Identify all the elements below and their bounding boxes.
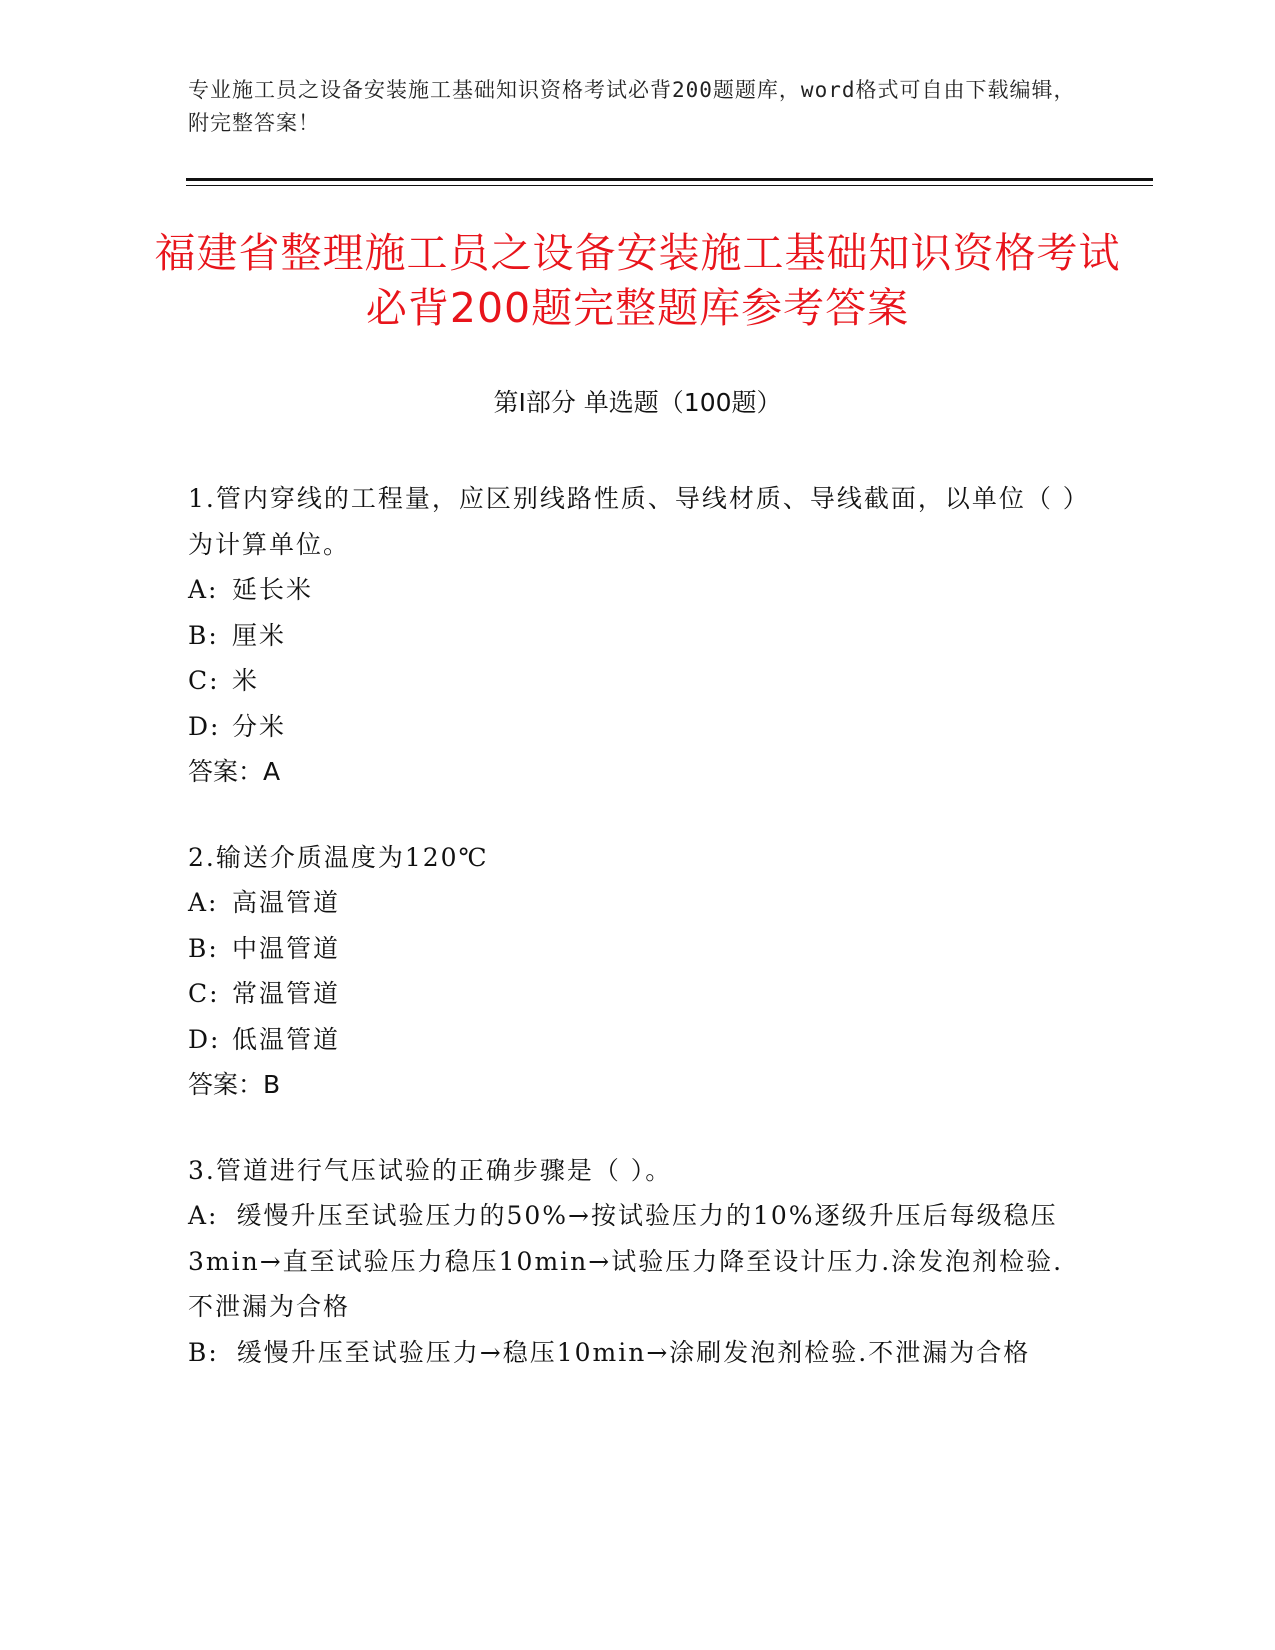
option-text: 高温管道 (232, 888, 341, 917)
option-text: 中温管道 (232, 933, 341, 963)
option-key: D: (188, 711, 221, 741)
option-c (188, 658, 1088, 704)
option-b (188, 1330, 1088, 1376)
option-a (188, 567, 1088, 613)
option-text: 缓慢升压至试验压力→稳压10min→涂刷发泡剂检验.不泄漏为合格 (236, 1337, 1031, 1367)
option-text: 常温管道 (232, 979, 341, 1008)
option-key: A: (188, 888, 219, 917)
option-text: 分米 (232, 711, 287, 741)
answer-prefix: 答案： (188, 757, 264, 786)
question-list (188, 476, 1088, 1415)
question-3 (188, 1148, 1088, 1376)
option-key: C: (188, 666, 220, 695)
option-text: 米 (232, 666, 260, 695)
option-text: 厘米 (232, 620, 287, 650)
option-key: A: (188, 1201, 219, 1230)
question-1 (188, 476, 1088, 795)
option-key: B: (188, 1337, 219, 1367)
header-rule-thin (186, 185, 1153, 186)
answer-line (188, 749, 1088, 795)
question-2 (188, 835, 1088, 1108)
option-a (188, 1193, 1088, 1330)
option-key: B: (188, 620, 219, 650)
question-text: 1.管内穿线的工程量，应区别线路性质、导线材质、导线截面，以单位（ ）为计算单位。 (188, 484, 1078, 559)
answer-value: B (263, 1070, 281, 1099)
option-a (188, 880, 1088, 926)
document-title: 福建省整理施工员之设备安装施工基础知识资格考试必背200题完整题库参考答案 (154, 229, 1121, 332)
option-d (188, 1017, 1088, 1063)
answer-prefix: 答案： (188, 1070, 264, 1099)
option-key: B: (188, 933, 219, 963)
option-key: D: (188, 1024, 221, 1054)
question-text: 3.管道进行气压试验的正确步骤是（ ）。 (188, 1155, 673, 1185)
answer-line (188, 1062, 1088, 1108)
question-text: 2.输送介质温度为120℃ (188, 842, 489, 872)
option-c (188, 971, 1088, 1017)
option-key: A: (188, 575, 219, 604)
section-title: 第Ⅰ部分 单选题（100题） (493, 388, 782, 417)
option-text: 延长米 (232, 575, 314, 604)
option-key: C: (188, 979, 220, 1008)
option-d (188, 704, 1088, 750)
option-b (188, 926, 1088, 972)
header-note: 专业施工员之设备安装施工基础知识资格考试必背200题题库，word格式可自由下载编辑，附完整答案！ (188, 78, 1076, 135)
answer-value: A (263, 757, 281, 786)
option-text: 缓慢升压至试验压力的50%→按试验压力的10%逐级升压后每级稳压3min→直至试验压力稳压10min→试验压力降至设计压力.涂发泡剂检验.不泄漏为合格 (188, 1201, 1064, 1321)
option-text: 低温管道 (232, 1024, 341, 1054)
header-rule-thick (186, 178, 1153, 181)
option-b (188, 613, 1088, 659)
